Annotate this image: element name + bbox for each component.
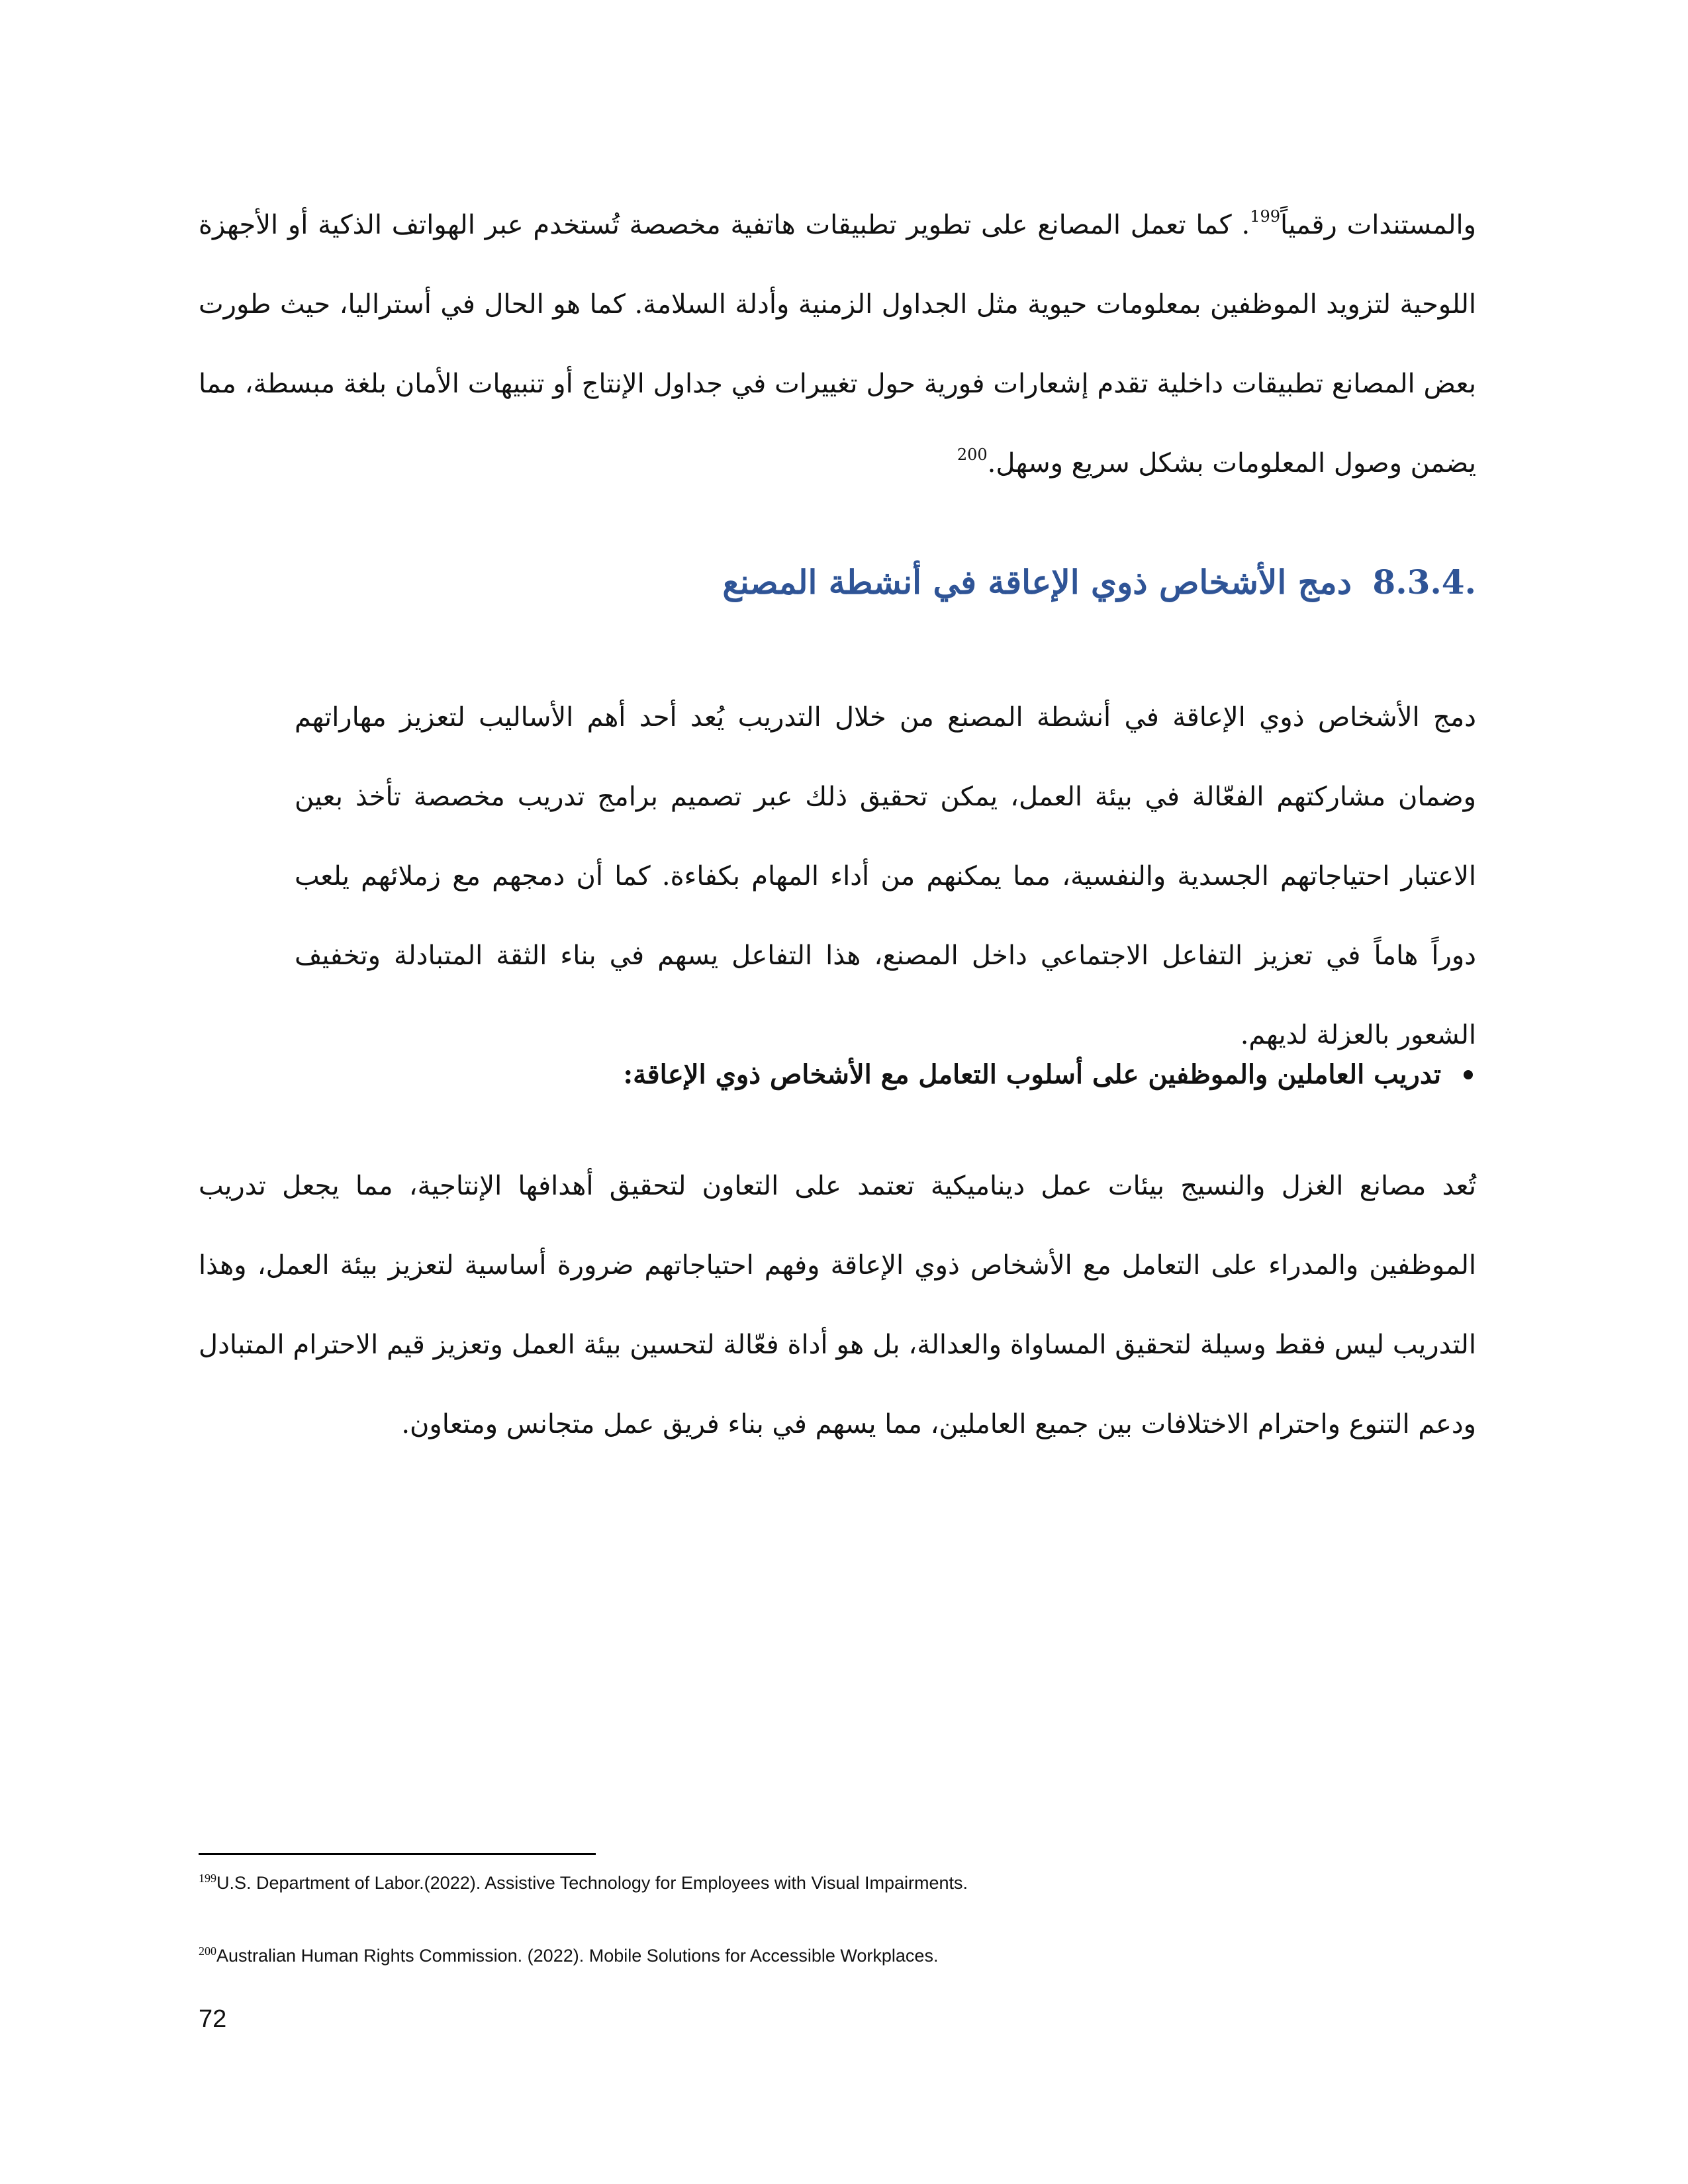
footnote-ref-200[interactable]: 200: [957, 445, 988, 464]
paragraph-intro: [199, 185, 1476, 503]
page-number: 72: [199, 2005, 227, 2033]
paragraph-intro-rest: . كما تعمل المصانع على تطوير تطبيقات هاتفية مخصصة تُستخدم عبر الهواتف الذكية أو الأجهزة اللوحية لتزويد الموظفين بمعلومات حيوية مثل الجداول الزمنية وأدلة السلامة. كما هو الحال في أستراليا، حيث طورت بعض المصانع تطبيقات داخلية تقدم إشعارات فورية حول تغييرات في جداول الإنتاج أو تنبيهات الأمان بلغة مبسطة، مما يضمن وصول المعلومات بشكل سريع وسهل.: [199, 210, 1476, 478]
footnote-199: [199, 1873, 968, 1893]
section-title: دمج الأشخاص ذوي الإعاقة في أنشطة المصنع: [722, 563, 1352, 602]
section-heading: [722, 563, 1476, 602]
paragraph-intro-start: والمستندات رقمياً: [1280, 210, 1476, 240]
paragraph-inclusion: دمج الأشخاص ذوي الإعاقة في أنشطة المصنع من خلال التدريب يُعد أحد أهم الأساليب لتعزيز مهاراتهم وضمان مشاركتهم الفعّالة في بيئة العمل، يمكن تحقيق ذلك عبر تصميم برامج تدريب مخصصة تأخذ بعين الاعتبار احتياجاتهم الجسدية والنفسية، مما يمكنهم من أداء المهام بكفاءة. كما أن دمجهم مع زملائهم يلعب دوراً هاماً في تعزيز التفاعل الاجتماعي داخل المصنع، هذا التفاعل يسهم في بناء الثقة المتبادلة وتخفيف الشعور بالعزلة لديهم.: [295, 702, 1476, 1050]
footnote-separator: [199, 1853, 596, 1855]
paragraph-training: تُعد مصانع الغزل والنسيج بيئات عمل ديناميكية تعتمد على التعاون لتحقيق أهدافها الإنتاجية، مما يجعل تدريب الموظفين والمدراء على التعامل مع الأشخاص ذوي الإعاقة وفهم احتياجاتهم ضرورة أساسية لتعزيز بيئة العمل، وهذا التدريب ليس فقط وسيلة لتحقيق المساواة والعدالة، بل هو أداة فعّالة لتحسين بيئة العمل وتعزيز قيم الاحترام المتبادل ودعم التنوع واحترام الاختلافات بين جميع العاملين، مما يسهم في بناء فريق عمل متجانس ومتعاون.: [199, 1171, 1476, 1439]
footnote-200: [199, 1946, 938, 1966]
bullet-icon: [1464, 1070, 1473, 1079]
footnote-number: 200: [199, 1944, 216, 1958]
footnote-text: U.S. Department of Labor.(2022). Assistive Technology for Employees with Visual Impairments.: [216, 1873, 968, 1893]
footnote-number: 199: [199, 1872, 216, 1885]
footnote-text: Australian Human Rights Commission. (2022). Mobile Solutions for Accessible Workplaces.: [216, 1946, 939, 1966]
bullet-text: تدريب العاملين والموظفين على أسلوب التعامل مع الأشخاص ذوي الإعاقة:: [623, 1059, 1441, 1090]
bullet-item: [623, 1059, 1473, 1090]
section-number: 8.3.4.: [1372, 563, 1476, 602]
footnote-ref-199[interactable]: 199: [1250, 207, 1281, 226]
